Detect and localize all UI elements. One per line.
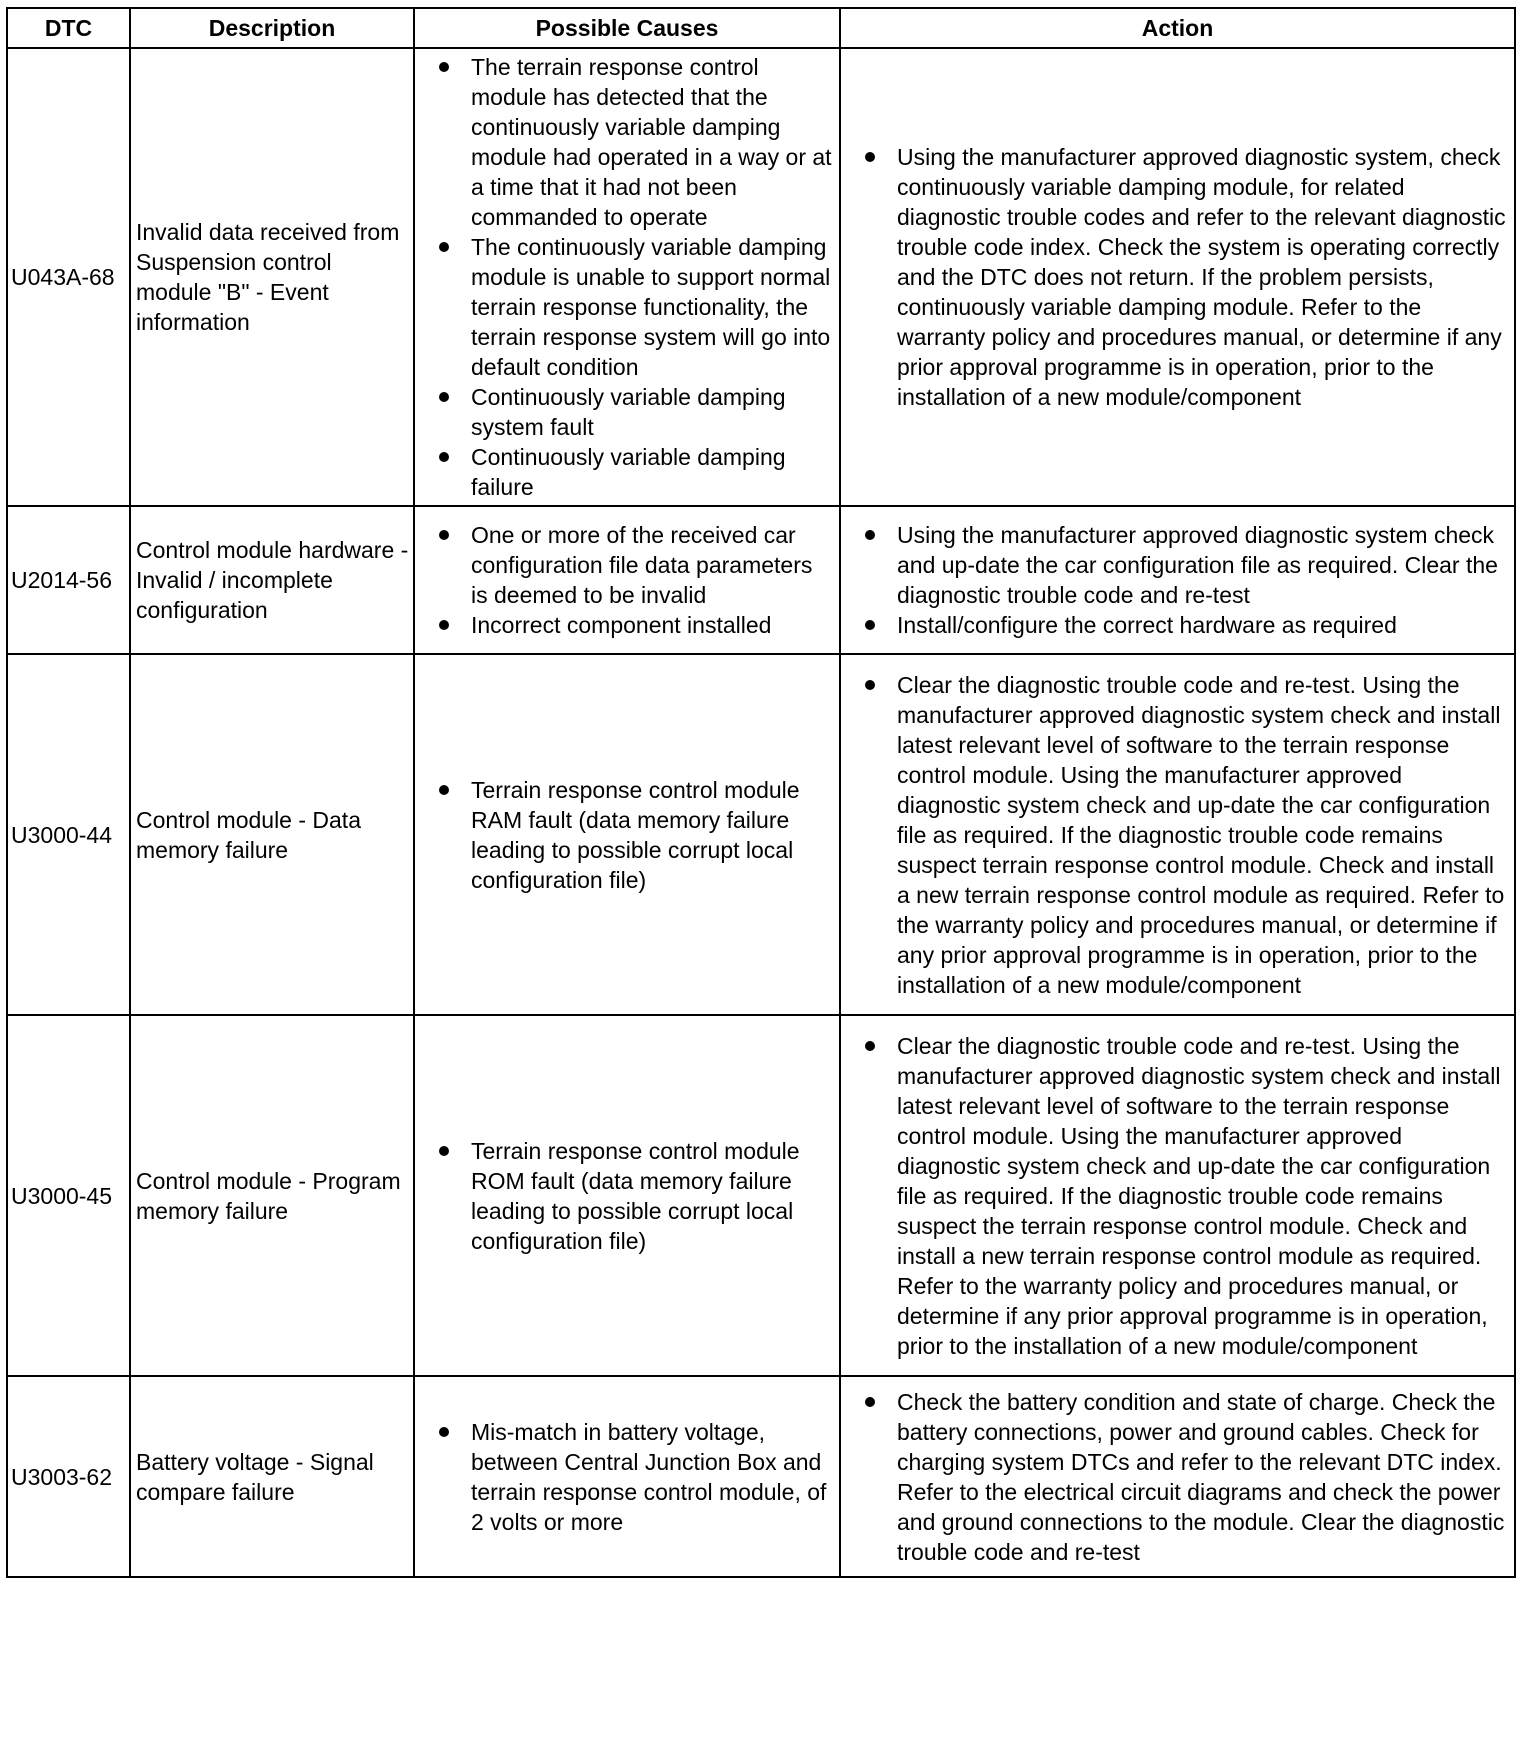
actions-cell bbox=[840, 506, 1515, 654]
actions-list bbox=[859, 1387, 1510, 1567]
action-item: Clear the diagnostic trouble code and re-test. Using the manufacturer approved diagnostic system check and install latest relevant level of software to the terrain response control module. Using the manufacturer approved diagnostic system check and up-date the car configuration file as required. If the diagnostic trouble code remains suspect terrain response control module. Check and install a new terrain response control module as required. Refer to the warranty policy and procedures manual, or determine if any prior approval programme is in operation, prior to the installation of a new module/component bbox=[859, 670, 1510, 1000]
header-dtc: DTC bbox=[7, 8, 130, 48]
dtc-description: Control module - Data memory failure bbox=[130, 654, 414, 1015]
cause-item: Terrain response control module ROM fault (data memory failure leading to possible corrupt local configuration file) bbox=[433, 1136, 835, 1256]
action-item: Install/configure the correct hardware as required bbox=[859, 610, 1510, 640]
actions-list bbox=[859, 670, 1510, 1000]
dtc-code: U043A-68 bbox=[7, 48, 130, 506]
cause-item: Mis-match in battery voltage, between Central Junction Box and terrain response control module, of 2 volts or more bbox=[433, 1417, 835, 1537]
table-body bbox=[7, 48, 1515, 1577]
possible-causes-list bbox=[433, 520, 835, 640]
table-row bbox=[7, 1376, 1515, 1577]
actions-list bbox=[859, 142, 1510, 412]
action-item: Check the battery condition and state of charge. Check the battery connections, power and ground cables. Check for charging system DTCs and refer to the relevant DTC index. Refer to the electrical circuit diagrams and check the power and ground connections to the module. Clear the diagnostic trouble code and re-test bbox=[859, 1387, 1510, 1567]
possible-causes-cell bbox=[414, 654, 840, 1015]
cause-item: Continuously variable damping failure bbox=[433, 442, 835, 502]
actions-list bbox=[859, 1031, 1510, 1361]
dtc-table-container bbox=[6, 7, 1514, 1578]
header-possible-causes: Possible Causes bbox=[414, 8, 840, 48]
cause-item: Terrain response control module RAM fault (data memory failure leading to possible corrupt local configuration file) bbox=[433, 775, 835, 895]
actions-list bbox=[859, 520, 1510, 640]
dtc-code: U3000-44 bbox=[7, 654, 130, 1015]
table-row bbox=[7, 48, 1515, 506]
table-row bbox=[7, 1015, 1515, 1376]
possible-causes-list bbox=[433, 775, 835, 895]
dtc-code: U2014-56 bbox=[7, 506, 130, 654]
possible-causes-cell bbox=[414, 506, 840, 654]
table-row bbox=[7, 506, 1515, 654]
cause-item: The continuously variable damping module is unable to support normal terrain response functionality, the terrain response system will go into default condition bbox=[433, 232, 835, 382]
cause-item: One or more of the received car configuration file data parameters is deemed to be invalid bbox=[433, 520, 835, 610]
actions-cell bbox=[840, 48, 1515, 506]
dtc-description: Control module hardware - Invalid / incomplete configuration bbox=[130, 506, 414, 654]
possible-causes-list bbox=[433, 1417, 835, 1537]
header-description: Description bbox=[130, 8, 414, 48]
dtc-description: Control module - Program memory failure bbox=[130, 1015, 414, 1376]
table-header-row bbox=[7, 8, 1515, 48]
actions-cell bbox=[840, 654, 1515, 1015]
dtc-code: U3000-45 bbox=[7, 1015, 130, 1376]
action-item: Clear the diagnostic trouble code and re-test. Using the manufacturer approved diagnostic system check and install latest relevant level of software to the terrain response control module. Using the manufacturer approved diagnostic system check and up-date the car configuration file as required. If the diagnostic trouble code remains suspect the terrain response control module. Check and install a new terrain response control module as required. Refer to the warranty policy and procedures manual, or determine if any prior approval programme is in operation, prior to the installation of a new module/component bbox=[859, 1031, 1510, 1361]
possible-causes-list bbox=[433, 1136, 835, 1256]
table-row bbox=[7, 654, 1515, 1015]
cause-item: The terrain response control module has detected that the continuously variable damping module had operated in a way or at a time that it had not been commanded to operate bbox=[433, 52, 835, 232]
possible-causes-cell bbox=[414, 1376, 840, 1577]
dtc-table bbox=[6, 7, 1516, 1578]
header-action: Action bbox=[840, 8, 1515, 48]
dtc-description: Invalid data received from Suspension control module "B" - Event information bbox=[130, 48, 414, 506]
action-item: Using the manufacturer approved diagnostic system check and up-date the car configuration file as required. Clear the diagnostic trouble code and re-test bbox=[859, 520, 1510, 610]
action-item: Using the manufacturer approved diagnostic system, check continuously variable damping module, for related diagnostic trouble codes and refer to the relevant diagnostic trouble code index. Check the system is operating correctly and the DTC does not return. If the problem persists, continuously variable damping module. Refer to the warranty policy and procedures manual, or determine if any prior approval programme is in operation, prior to the installation of a new module/component bbox=[859, 142, 1510, 412]
possible-causes-list bbox=[433, 52, 835, 502]
possible-causes-cell bbox=[414, 48, 840, 506]
dtc-code: U3003-62 bbox=[7, 1376, 130, 1577]
dtc-description: Battery voltage - Signal compare failure bbox=[130, 1376, 414, 1577]
cause-item: Incorrect component installed bbox=[433, 610, 835, 640]
actions-cell bbox=[840, 1015, 1515, 1376]
actions-cell bbox=[840, 1376, 1515, 1577]
possible-causes-cell bbox=[414, 1015, 840, 1376]
cause-item: Continuously variable damping system fault bbox=[433, 382, 835, 442]
